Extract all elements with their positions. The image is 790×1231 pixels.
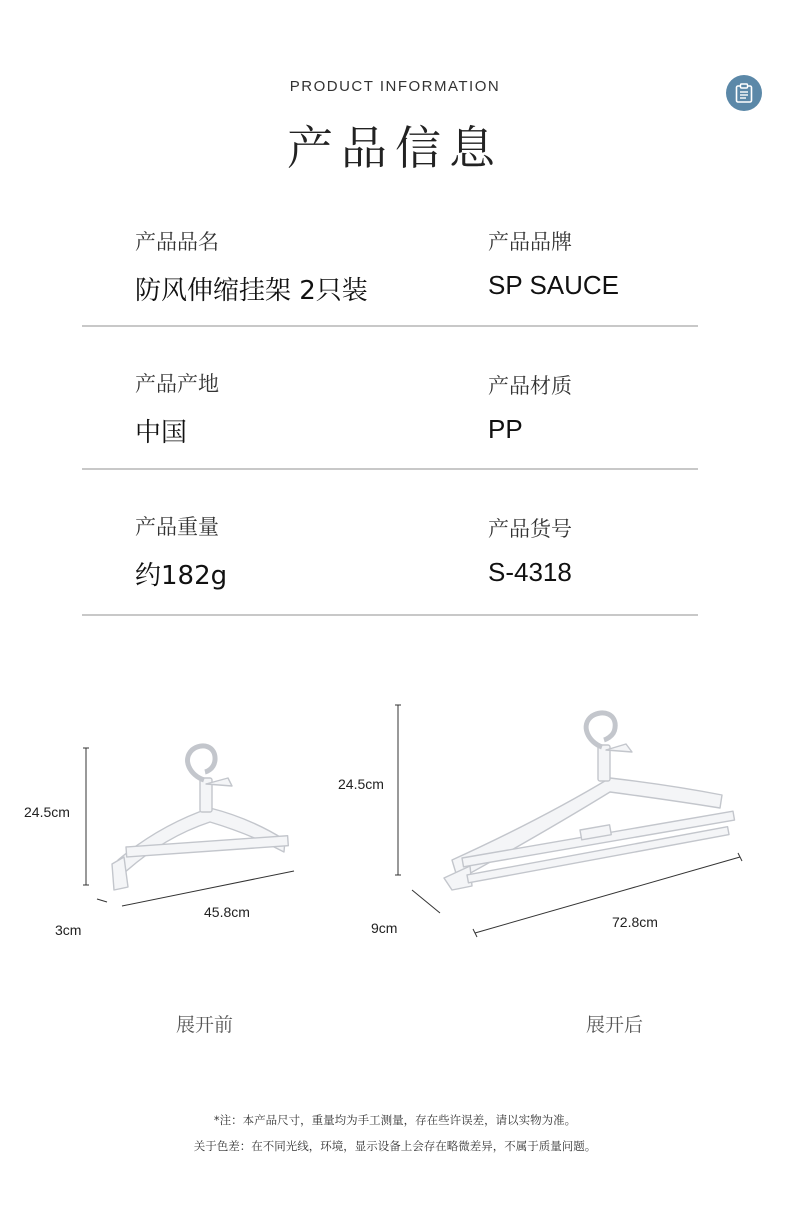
product-sku-value: S-4318 — [488, 557, 572, 587]
product-origin-label: 产品产地 — [135, 372, 219, 396]
material-cell — [488, 370, 572, 445]
after-height-label: 24.5cm — [338, 776, 384, 792]
brand-cell — [488, 226, 619, 301]
sku-cell — [488, 513, 572, 588]
hanger-folded-icon — [112, 746, 288, 890]
hanger-extended-icon — [444, 713, 735, 890]
divider — [82, 325, 698, 327]
divider — [82, 614, 698, 616]
origin-cell — [135, 368, 219, 449]
product-brand-label: 产品品牌 — [488, 230, 572, 254]
product-material-value: PP — [488, 414, 523, 444]
document-button[interactable] — [726, 75, 762, 111]
product-brand-value: SP SAUCE — [488, 270, 620, 300]
product-weight-label: 产品重量 — [135, 515, 219, 539]
product-sku-label: 产品货号 — [488, 517, 572, 541]
document-icon — [735, 83, 753, 103]
product-material-label: 产品材质 — [488, 374, 572, 398]
before-height-label: 24.5cm — [24, 804, 70, 820]
divider — [82, 468, 698, 470]
before-caption: 展开前 — [176, 1014, 234, 1036]
name-cell — [135, 226, 368, 307]
after-width-label: 72.8cm — [612, 914, 658, 930]
product-origin-value: 中国 — [135, 418, 188, 448]
product-info-subtitle: PRODUCT INFORMATION — [289, 78, 501, 95]
color-difference-note: 关于色差：在不同光线，环境，显示设备上会存在略微差异，不属于质量问题。 — [193, 1139, 597, 1153]
after-depth-label: 9cm — [371, 920, 398, 936]
before-width-label: 45.8cm — [204, 904, 250, 920]
product-name-value: 防风伸缩挂架 2只装 — [135, 276, 368, 306]
product-name-label: 产品品名 — [135, 230, 219, 254]
page-title: 产品信息 — [287, 121, 503, 175]
weight-cell — [135, 511, 227, 592]
product-weight-value: 约182g — [135, 561, 228, 591]
dimension-illustrations — [0, 680, 790, 980]
measurement-note: *注：本产品尺寸，重量均为手工测量，存在些许误差，请以实物为准。 — [213, 1113, 577, 1127]
after-caption: 展开后 — [586, 1014, 644, 1036]
before-depth-label: 3cm — [55, 922, 82, 938]
